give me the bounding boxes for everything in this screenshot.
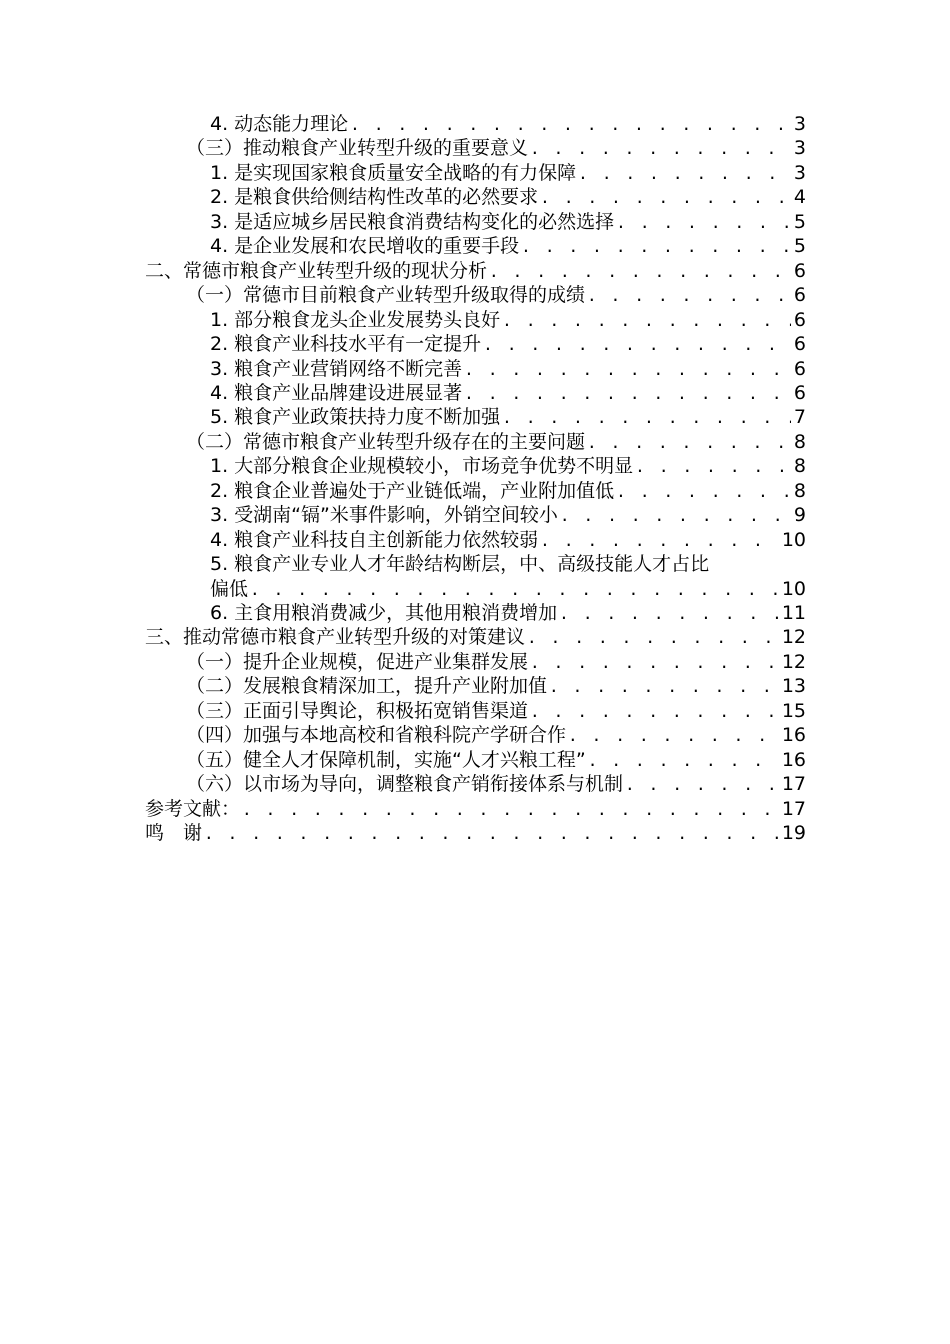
toc-entry[interactable] — [210, 479, 806, 504]
toc-dot-leader — [489, 259, 791, 284]
toc-page-number: 5 — [793, 235, 806, 258]
toc-entry[interactable] — [186, 650, 806, 675]
toc-dot-leader — [502, 308, 791, 333]
toc-page-number: 13 — [781, 675, 806, 698]
toc-page-number: 4 — [793, 186, 806, 209]
toc-entry[interactable] — [210, 503, 806, 528]
toc-entry[interactable] — [210, 332, 806, 357]
toc-page-number: 19 — [781, 822, 806, 845]
toc-entry[interactable] — [210, 112, 806, 137]
toc-entry-title: 偏低 — [210, 577, 249, 600]
toc-page-number: 12 — [781, 650, 806, 673]
toc-entry-title: （一）常德市目前粮食产业转型升级取得的成绩 — [186, 284, 586, 307]
toc-dot-leader — [530, 699, 779, 724]
toc-entry-title: （二）发展粮食精深加工，提升产业附加值 — [186, 675, 548, 698]
toc-entry-text-line: 5. 粮食产业专业人才年龄结构断层，中、高级技能人才占比 — [210, 553, 710, 576]
toc-dot-leader — [502, 405, 791, 430]
toc-entry-title: 二、常德市粮食产业转型升级的现状分析 — [145, 259, 488, 282]
toc-entry-title: 3. 是适应城乡居民粮食消费结构变化的必然选择 — [210, 210, 615, 233]
toc-dot-leader — [587, 430, 791, 455]
toc-page-number: 11 — [781, 602, 806, 624]
toc-entry-title: 4. 粮食产业品牌建设进展显著 — [210, 381, 463, 404]
toc-entry[interactable] — [210, 577, 806, 602]
toc-dot-leader — [530, 650, 779, 675]
toc-entry-title: 3. 受湖南“镉”米事件影响，外销空间较小 — [210, 504, 558, 527]
toc-entry[interactable] — [210, 357, 806, 382]
toc-entry[interactable] — [145, 797, 806, 822]
toc-page-number: 10 — [781, 528, 806, 551]
toc-page-number: 16 — [781, 748, 806, 771]
toc-dot-leader — [560, 503, 791, 528]
toc-entry-title: 三、推动常德市粮食产业转型升级的对策建议 — [145, 626, 526, 649]
toc-entry-title: 1. 是实现国家粮食质量安全战略的有力保障 — [210, 161, 577, 184]
toc-entry[interactable] — [145, 821, 806, 846]
toc-entry[interactable] — [145, 625, 806, 650]
toc-entry-title: 2. 粮食产业科技水平有一定提升 — [210, 333, 482, 356]
toc-dot-leader — [568, 723, 779, 748]
toc-page-number: 9 — [793, 504, 806, 527]
toc-page-number: 8 — [793, 479, 806, 502]
toc-page-number: 3 — [793, 137, 806, 160]
toc-dot-leader — [588, 748, 779, 773]
toc-entry-title: 2. 粮食企业普遍处于产业链低端，产业附加值低 — [210, 479, 615, 502]
toc-dot-leader — [350, 112, 791, 137]
toc-page-number: 16 — [781, 724, 806, 747]
toc-entry-title: 2. 是粮食供给侧结构性改革的必然要求 — [210, 186, 539, 209]
toc-page-number: 6 — [793, 381, 806, 404]
toc-entry[interactable] — [210, 161, 806, 186]
toc-dot-leader — [635, 454, 791, 479]
toc-entry-title: 4. 是企业发展和农民增收的重要手段 — [210, 235, 520, 258]
toc-entry[interactable] — [210, 381, 806, 406]
toc-dot-leader — [483, 332, 791, 357]
toc-entry-title: （三）推动粮食产业转型升级的重要意义 — [186, 137, 529, 160]
toc-dot-leader — [587, 283, 791, 308]
toc-page-number: 6 — [793, 357, 806, 380]
toc-dot-leader — [559, 601, 779, 626]
toc-dot-leader — [464, 357, 791, 382]
toc-entry[interactable] — [210, 308, 806, 333]
toc-entry-title: 参考文献： — [145, 797, 241, 820]
toc-dot-leader — [616, 479, 791, 504]
toc-entry[interactable] — [186, 772, 806, 797]
toc-page-number: 6 — [793, 259, 806, 282]
toc-page-number: 8 — [793, 430, 806, 453]
toc-dot-leader — [204, 821, 779, 846]
toc-page-number: 12 — [781, 626, 806, 649]
toc-entry-title: 4. 粮食产业科技自主创新能力依然较弱 — [210, 528, 539, 551]
toc-entry-title: 5. 粮食产业政策扶持力度不断加强 — [210, 406, 501, 429]
toc-page-number: 8 — [793, 455, 806, 478]
toc-dot-leader — [464, 381, 791, 406]
toc-entry[interactable] — [186, 136, 806, 161]
toc-dot-leader — [625, 772, 779, 797]
toc-page-number: 17 — [781, 773, 806, 796]
toc-entry-title: （二）常德市粮食产业转型升级存在的主要问题 — [186, 430, 586, 453]
toc-entry[interactable] — [210, 405, 806, 430]
toc-dot-leader — [527, 625, 779, 650]
toc-entry-title: （一）提升企业规模，促进产业集群发展 — [186, 650, 529, 673]
toc-entry[interactable] — [186, 283, 806, 308]
toc-page-number: 7 — [793, 406, 806, 429]
toc-dot-leader — [242, 797, 779, 822]
toc-entry-title: （六）以市场为导向，调整粮食产销衔接体系与机制 — [186, 773, 624, 796]
toc-entry[interactable] — [210, 210, 806, 235]
toc-entry[interactable] — [210, 185, 806, 210]
toc-dot-leader — [578, 161, 791, 186]
toc-page-number: 3 — [793, 113, 806, 135]
toc-entry-title: 鸣 谢 — [145, 822, 203, 845]
toc-dot-leader — [540, 528, 779, 553]
toc-entry[interactable] — [186, 430, 806, 455]
toc-entry[interactable] — [186, 748, 806, 773]
toc-dot-leader — [549, 674, 779, 699]
toc-entry-title: 6. 主食用粮消费减少，其他用粮消费增加 — [210, 602, 558, 624]
toc-entry-title: （四）加强与本地高校和省粮科院产学研合作 — [186, 724, 567, 747]
toc-entry-title: 1. 大部分粮食企业规模较小，市场竞争优势不明显 — [210, 455, 634, 478]
toc-page-number: 6 — [793, 308, 806, 331]
toc-entry-title: （五）健全人才保障机制，实施“人才兴粮工程” — [186, 748, 586, 771]
toc-dot-leader — [530, 136, 791, 161]
toc-entry-title: 3. 粮食产业营销网络不断完善 — [210, 357, 463, 380]
toc-page-number: 6 — [793, 284, 806, 307]
toc-dot-leader — [250, 577, 779, 602]
toc-entry-title: 4. 动态能力理论 — [210, 113, 349, 135]
toc-page-number: 3 — [793, 161, 806, 184]
toc-page-number: 15 — [781, 699, 806, 722]
toc-entry-title: （三）正面引导舆论，积极拓宽销售渠道 — [186, 699, 529, 722]
toc-page-number: 5 — [793, 210, 806, 233]
toc-dot-leader — [616, 210, 791, 235]
toc-entry[interactable] — [210, 234, 806, 259]
toc-entry[interactable] — [210, 528, 806, 553]
toc-dot-leader — [540, 185, 791, 210]
toc-entry[interactable] — [210, 454, 806, 479]
toc-dot-leader — [521, 234, 791, 259]
toc-entry[interactable] — [186, 674, 806, 699]
toc-page-number: 17 — [781, 797, 806, 820]
toc-page-number: 6 — [793, 333, 806, 356]
toc-entry[interactable] — [186, 699, 806, 724]
toc-entry[interactable] — [186, 723, 806, 748]
toc-entry[interactable] — [210, 601, 806, 626]
toc-entry[interactable] — [145, 259, 806, 284]
toc-page-number: 10 — [781, 577, 806, 600]
toc-entry-title: 1. 部分粮食龙头企业发展势头良好 — [210, 308, 501, 331]
